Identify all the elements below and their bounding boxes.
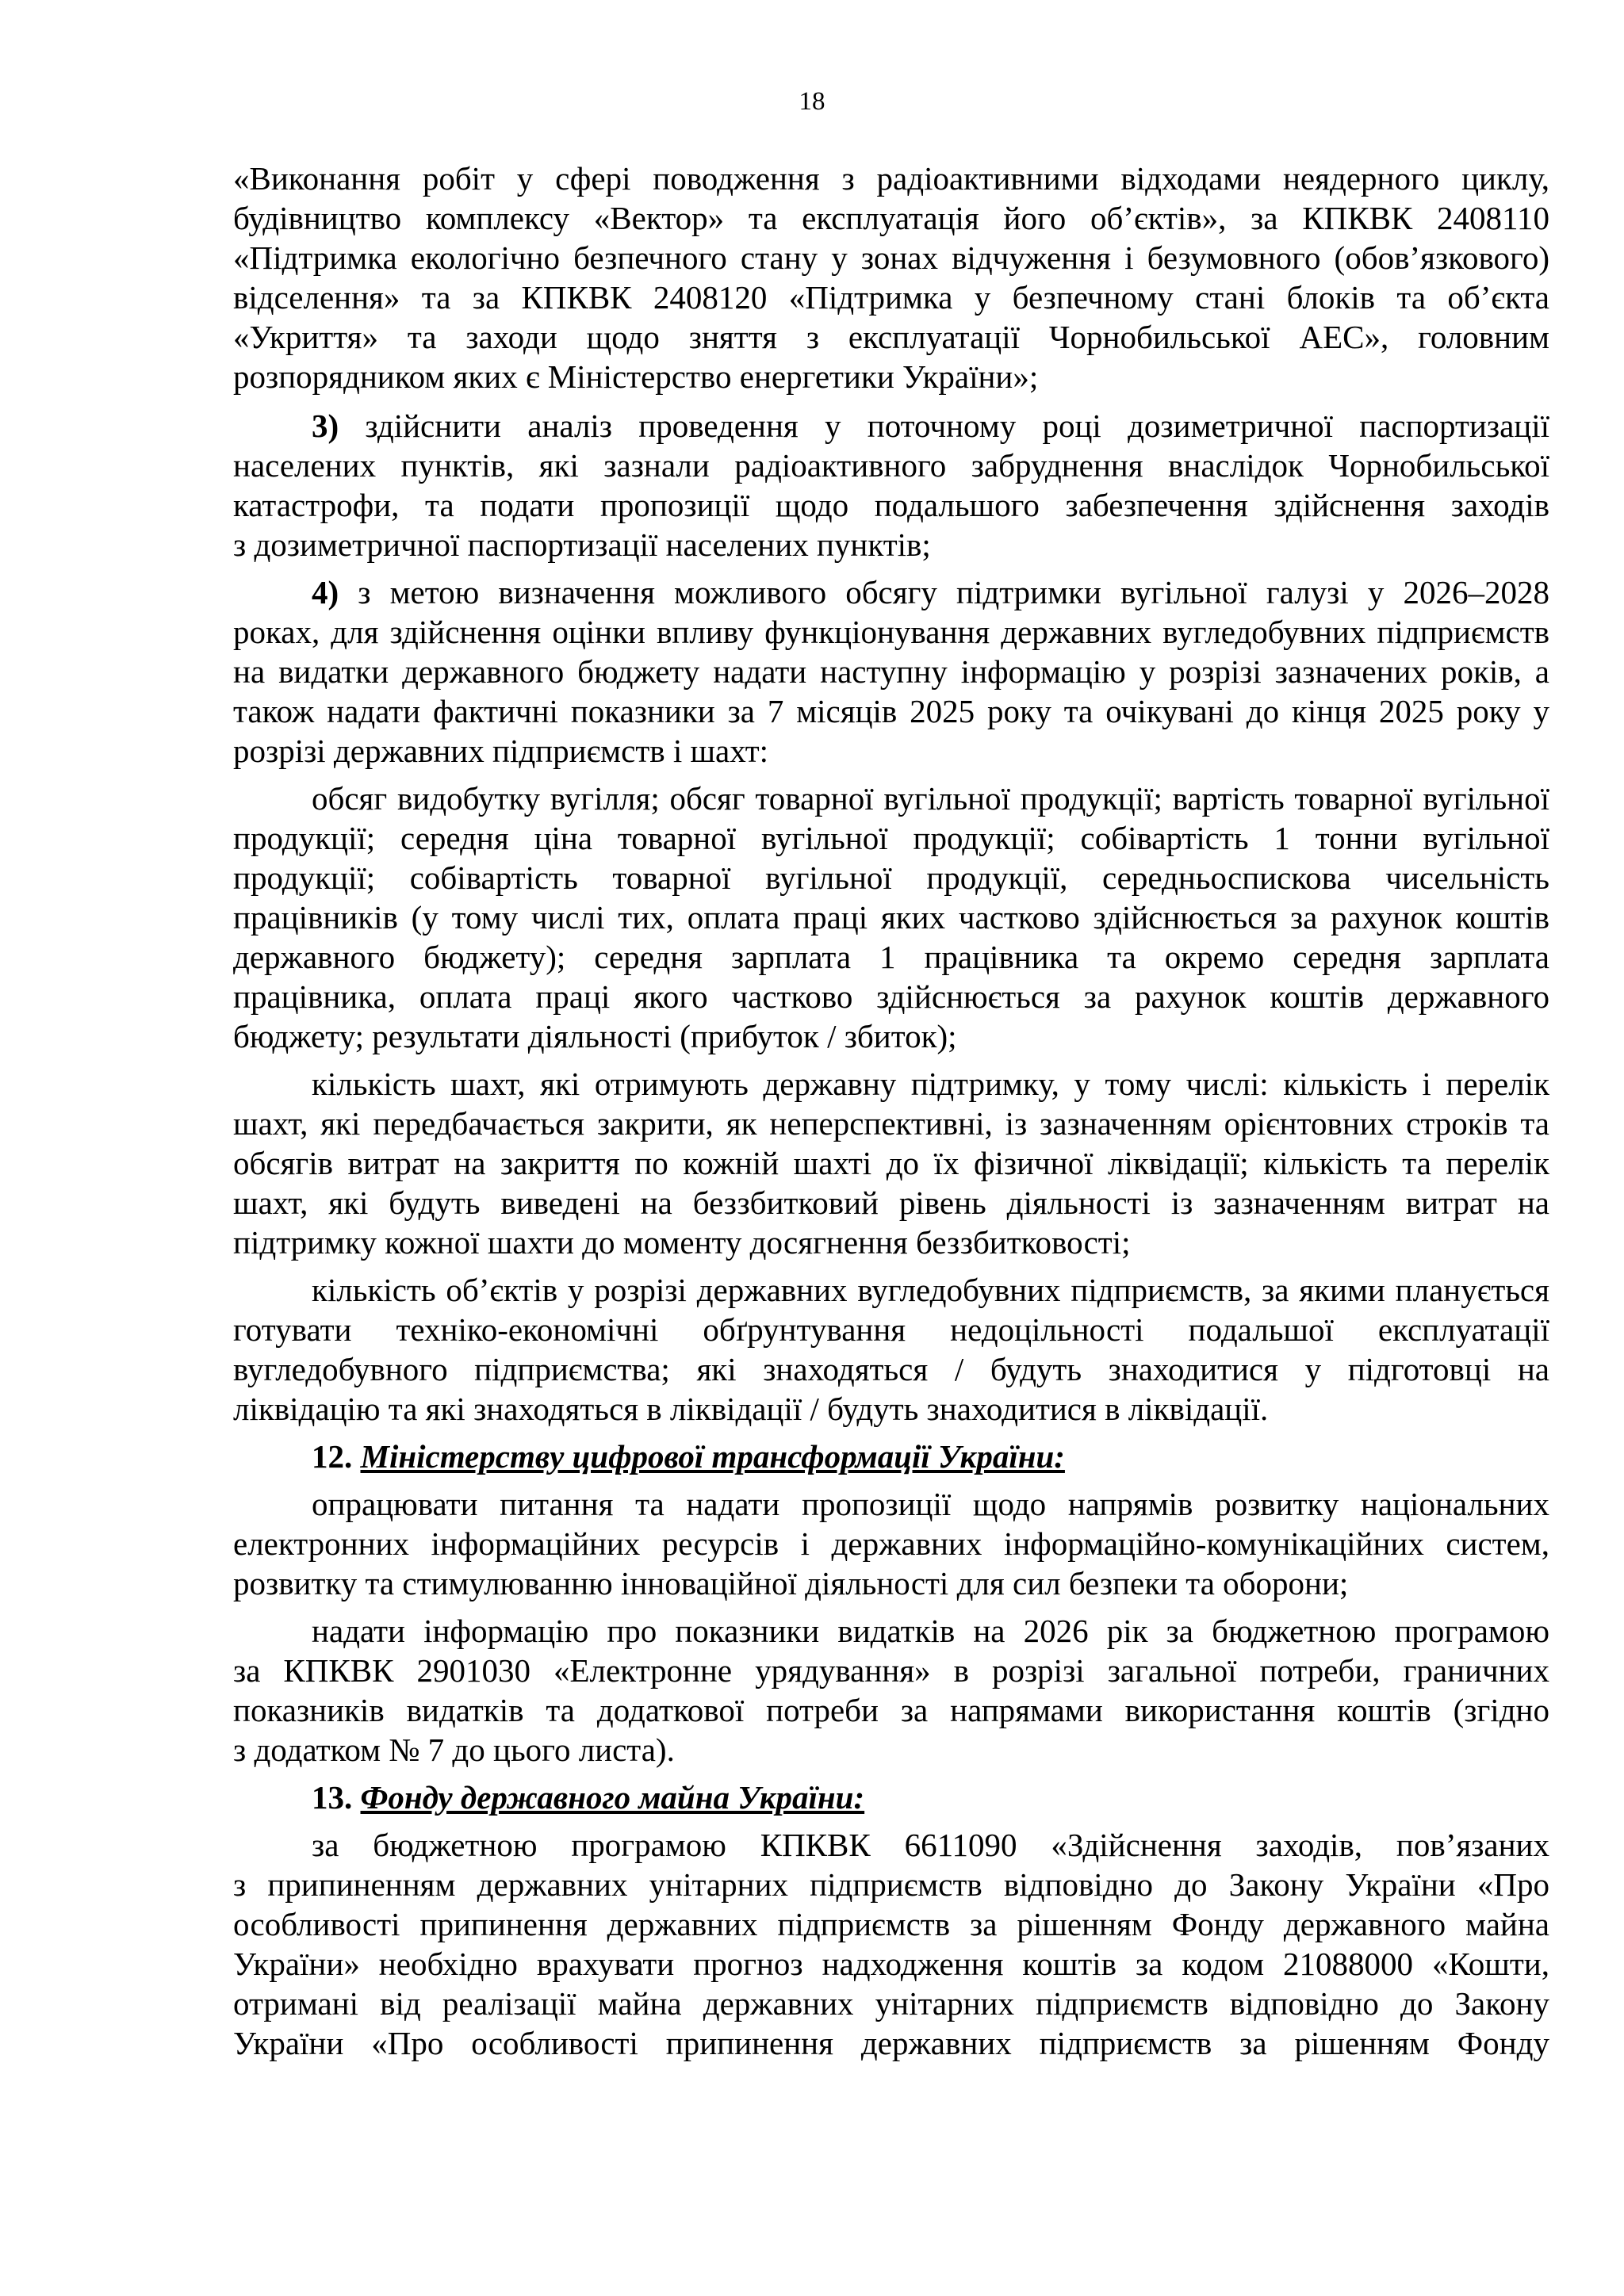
item-number: 4) (312, 574, 339, 610)
text-line: за бюджетною програмою КПКВК 6611090 «Здійснення заходів, пов’язаних (312, 1827, 1549, 1863)
text-line: готувати техніко-економічні обґрунтування недоцільності подальшої експлуатації (233, 1311, 1549, 1348)
text-line: обсягів витрат на закриття по кожній шахті до їх фізичної ліквідації; кількість та перелік (233, 1145, 1549, 1181)
text-line: розрізі державних підприємств і шахт: (233, 733, 769, 769)
text-line: вугледобувного підприємства; які знаходяться / будуть знаходитися у підготовці на (233, 1351, 1549, 1387)
item-4-line (312, 572, 1549, 612)
text-line: опрацювати питання та надати пропозиції щодо напрямів розвитку національних (312, 1486, 1549, 1522)
text-line: роках, для здійснення оцінки впливу функціонування державних вугледобувних підприємств (233, 614, 1549, 650)
text-line: шахт, які будуть виведені на беззбитковий рівень діяльності із зазначенням витрат на (233, 1184, 1549, 1221)
text-line: обсяг видобутку вугілля; обсяг товарної вугільної продукції; вартість товарної вугільної (312, 780, 1549, 817)
section-heading-13 (312, 1777, 1549, 1817)
text-run: здійснити аналіз проведення у поточному році дозиметричної паспортизації (339, 408, 1549, 444)
text-line: також надати фактичні показники за 7 місяців 2025 року та очікувані до кінця 2025 року у (233, 693, 1549, 729)
text-run: з метою визначення можливого обсягу підтримки вугільної галузі у 2026–2028 (339, 574, 1549, 610)
section-heading-12 (312, 1437, 1549, 1476)
section-title: Міністерству цифрової трансформації України: (360, 1438, 1065, 1475)
text-line: з дозиметричної паспортизації населених пунктів; (233, 526, 931, 563)
text-line: з додатком № 7 до цього листа). (233, 1732, 675, 1768)
text-line: ліквідацію та які знаходяться в ліквідації / будуть знаходитися в ліквідації. (233, 1391, 1269, 1427)
text-line: працівників (у тому числі тих, оплата праці яких частково здійснюється за рахунок коштів (233, 899, 1549, 936)
text-line: кількість об’єктів у розрізі державних вугледобувних підприємств, за якими планується (312, 1272, 1549, 1308)
text-line: працівника, оплата праці якого частково здійснюється за рахунок коштів державного (233, 978, 1549, 1015)
text-line: відселення» та за КПКВК 2408120 «Підтримка у безпечному стані блоків та об’єкта (233, 279, 1549, 316)
text-line: бюджету; результати діяльності (прибуток / збиток); (233, 1018, 957, 1054)
text-line: розпорядником яких є Міністерство енергетики України»; (233, 358, 1039, 395)
text-line: кількість шахт, які отримують державну підтримку, у тому числі: кількість і перелік (312, 1066, 1549, 1102)
item-3-line (312, 406, 1549, 446)
text-line: катастрофи, та подати пропозиції щодо подальшого забезпечення здійснення заходів (233, 487, 1549, 523)
text-line: будівництво комплексу «Вектор» та експлуатація його об’єктів», за КПКВК 2408110 (233, 200, 1549, 236)
text-line: шахт, які передбачається закрити, як неперспективні, із зазначенням орієнтовних строків та (233, 1105, 1549, 1142)
text-line: України «Про особливості припинення державних підприємств за рішенням Фонду (233, 2025, 1549, 2061)
text-line: продукції; собівартість товарної вугільної продукції, середньоспискова чисельність (233, 859, 1549, 896)
text-line: за КПКВК 2901030 «Електронне урядування» в розрізі загальної потреби, граничних (233, 1652, 1549, 1689)
section-title: Фонду державного майна України: (360, 1779, 865, 1816)
text-line: з припиненням державних унітарних підприємств відповідно до Закону України «Про (233, 1866, 1549, 1903)
text-line: продукції; середня ціна товарної вугільної продукції; собівартість 1 тонни вугільної (233, 820, 1549, 856)
section-number: 13. (312, 1779, 361, 1816)
page-number: 18 (799, 87, 825, 116)
text-line: розвитку та стимулюванню інноваційної діяльності для сил безпеки та оборони; (233, 1565, 1349, 1601)
item-number: 3) (312, 408, 339, 444)
text-line: показників видатків та додаткової потреби за напрямами використання коштів (згідно (233, 1692, 1549, 1728)
text-line: електронних інформаційних ресурсів і державних інформаційно-комунікаційних систем, (233, 1525, 1549, 1562)
text-line: особливості припинення державних підприємств за рішенням Фонду державного майна (233, 1906, 1549, 1942)
text-line: «Виконання робіт у сфері поводження з радіоактивними відходами неядерного циклу, (233, 160, 1549, 197)
text-line: отримані від реалізації майна державних унітарних підприємств відповідно до Закону (233, 1985, 1549, 2022)
text-line: населених пунктів, які зазнали радіоактивного забруднення внаслідок Чорнобильської (233, 447, 1549, 484)
text-line: «Підтримка екологічно безпечного стану у зонах відчуження і безумовного (обов’язкового) (233, 239, 1549, 276)
text-line: надати інформацію про показники видатків на 2026 рік за бюджетною програмою (312, 1613, 1549, 1649)
text-line: України» необхідно врахувати прогноз надходження коштів за кодом 21088000 «Кошти, (233, 1946, 1549, 1982)
text-line: державного бюджету); середня зарплата 1 працівника та окремо середня зарплата (233, 939, 1549, 975)
text-line: підтримку кожної шахти до моменту досягнення беззбитковості; (233, 1224, 1131, 1261)
text-line: на видатки державного бюджету надати наступну інформацію у розрізі зазначених років, а (233, 653, 1549, 690)
section-number: 12. (312, 1438, 361, 1475)
text-line: «Укриття» та заходи щодо зняття з експлуатації Чорнобильської АЕС», головним (233, 319, 1549, 355)
